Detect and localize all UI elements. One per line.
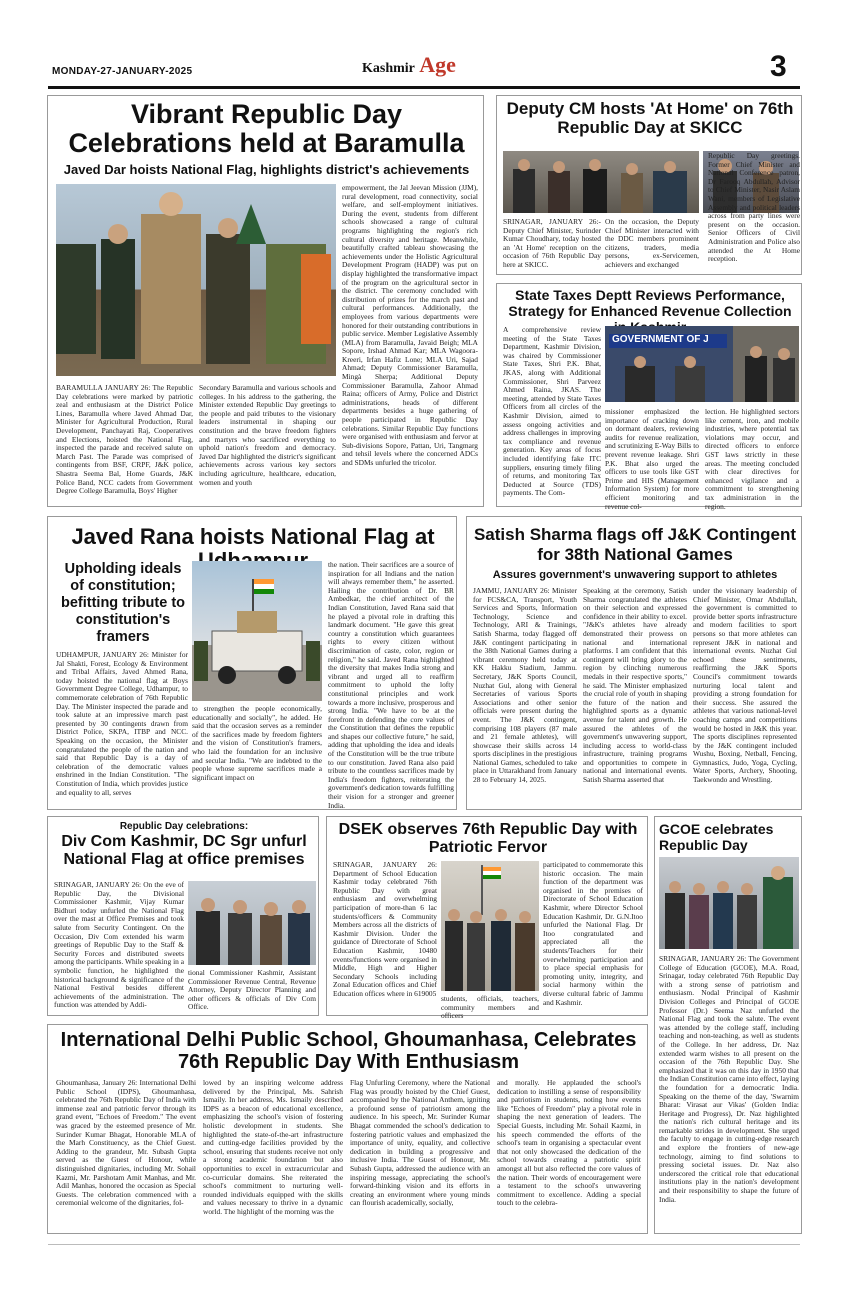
dsek-caption: students, officials, teachers, community members and officers	[441, 994, 539, 1021]
flag-vehicle-image	[192, 561, 322, 701]
footer-rule	[48, 1244, 800, 1245]
satish-col-1: JAMMU, JANUARY 26: Minister for FCS&CA, Transport, Youth Services and Sports, Information Technology, Science and Technology, ARI & Trainings, Satish Sharma, today flagged off J&K contingent participating in the 38th National Games during a vibrant ceremony held today at KK Hakku Stadium, Jammu. Secretary, J&K Sports Council, Nuzhat Gul, along with General Secretaries of various Sports Associations and other senior officials were present during the event. The J&K contingent, comprising 108 players (87 male and 21 female athletes), will showcase their skills across 14 sports disciplines in the prestigious National Games, scheduled to take place in Uttarakhand from January 28 to February 14, 2025.	[473, 586, 577, 785]
udhampur-col-3: the nation. Their sacrifices are a source of inspiration for all Indians and the nation will always remember them," he asserted. Hailing the contribution of Dr. BR Ambedkar, the chief architect of the Indian Constitution, Javed Rana said that he played a pivotal role in drafting this landmark document. "He gave this great country a constitution which guarantees rights to every citizen without discrimination of caste, color, region or religion," he said. Javed Rana highlighted the diversity that makes India strong and vibrant and urged all to reaffirm commitment to uphold the lofty constitutional principles and work towards a more inclusive, prosperous and strong India. "We have to be at the forefront in defending the core values of the Constitution that defines the republic and shapes our collective future," he said, adding that upholding the idea and ideals of the Constitution will be the true tribute to our constitution. Javed Rana also paid tribute to the countless sacrifices made by India's freedom fighters, reiterating the government's dedication towards fulfilling their vision for a stronger and greener India.	[328, 560, 454, 810]
baramulla-subheadline: Javed Dar hoists National Flag, highlights district's achievements	[63, 162, 470, 177]
deputy-cm-col-3: Republic Day greetings. Former Chief Minister and National Conference patron, Dr Farooq Abdullah, Advisor to Chief Minister, Nasir Aslam Wani, members of Legislative Assembly and political leaders across from party lines were present on the occasion. Senior Officers of Civil Administration and Police also attended the At Home reception.	[708, 151, 800, 264]
issue-date: MONDAY-27-JANUARY-2025	[52, 66, 193, 77]
divcom-headline: Div Com Kashmir, DC Sgr unfurl National Flag at office premises	[61, 833, 307, 868]
divcom-photo	[188, 881, 316, 965]
udhampur-photo	[192, 561, 322, 701]
college-staff-image	[659, 857, 799, 949]
baramulla-col-1: BARAMULLA JANUARY 26: The Republic Day celebrations were marked by patriotic zeal and enthusiasm at the District Police Lines, Baramulla where Javed Ahmad Dar, Minister for Agricultural Production, Rural Development, Panchayati Raj, Cooperatives and Elections, hoisted the National Flag, inspected the parade and received salute on March Past. The Parade was comprised of contingents from BSF, CRPF, J&K police, Shastra Seema Bal, Home Guards, J&K Police Band, NCC cadets from Government Degree College Baramulla, Boys' Higher	[56, 383, 193, 496]
dsek-col-3: participated to commemorate this historic occasion. The main function of the department was organised in the premises of Directorate of School Education Kashmir, where Director School Education Kashmir, Dr. G.N.Itoo unfurled the National Flag. Dr Itoo congratulated and appreciated all the students/Teachers for their overwhelming participation and to place special emphasis for promoting unity, integrity, and social harmony within the diverse cultural fabric of Jammu and Kashmir.	[543, 860, 643, 1007]
satish-subheadline: Assures government's unwavering support to athletes	[492, 569, 778, 581]
gcoe-photo	[659, 857, 799, 949]
divcom-kicker: Republic Day celebrations:	[119, 821, 249, 832]
page-number: 3	[770, 50, 787, 83]
baramulla-col-2: Secondary Baramulla and various schools and colleges. In his address to the gathering, the Minister extended Republic Day greetings to the people and paid tributes to the visionary leaders instrumental in shaping our constitution and the brave freedom fighters and martyrs who sacrificed everything to uphold nation's freedom and democracy. Javed Dar highlighted the district's significant achievements across various key sectors including agriculture, healthcare, education, women and youth	[199, 383, 336, 487]
deputy-cm-caption-2: On the occasion, the Deputy Chief Minister interacted with the DDC members prominent citizens, traders, media persons, ex-Servicemen, achievers and exchanged	[605, 217, 699, 269]
gcoe-text: SRINAGAR, JANUARY 26: The Government College of Education (GCOE), M.A. Road, Srinagar, today celebrated 76th Republic Day with a strong sense of patriotism and enthusiasm. Nodal Principal of Kashmir Division Colleges and Principal of GCOE Professor (Dr.) Seema Naz unfurled the National Flag and took the salute. The event was attended by the college staff, including teaching and non-teaching, as well as students of the College. In her address, Dr. Naz extended warm wishes to all present on the occasion of the 76th Republic Day. She emphasized that it was on this day in 1950 that the Indian Constitution came into effect, laying the foundation for a democratic India. Speaking on the theme of the day, 'Swarnim Bharat: Virasat aur Vikas' (Golden India: Heritage and Progress), Dr. Naz highlighted the nation's rich cultural heritage and its remarkable strides in development. She urged the faculty to engage in cutting-edge research and explore the frontiers of new-age technology, aiming to find solutions to pressing societal issues. Dr. Naz also underscored the critical role that educational institutions play in the nation's development and their responsibility to shape the future of India.	[659, 954, 799, 1204]
state-taxes-photo	[605, 326, 799, 402]
state-taxes-col-3: lection. He highlighted sectors like cement, iron, and mobile industries, where potential tax violations may occur, and directed officers to enforce GST laws strictly in these areas. The meeting concluded with clear directives for enhanced vigilance and a commitment to strengthening tax administration in the region.	[705, 407, 799, 511]
baramulla-col-3: empowerment, the Jal Jeevan Mission (JJM), rural development, road connectivity, social welfare, and self-employment initiatives. During the event, students from different schools showcased a range of cultural programs highlighting the region's rich cultural diversity and heritage. Meanwhile, beautifully crafted tableau showcasing the achievements under the Holistic Agricultural Development Program (HADP) was put on display highlighted the transformative impact of the program on the agricultural sector in the district. The ceremony concluded with distribution of prizes for the march past and cultural performances. Additionally, the employees from various departments were honored for their outstanding contributions in public service. Member Legislative Assembly (MLA) from Baramulla, Javaid Beigh; MLA Sopore, Irshad Ahmad Kar; MLA Wagoora-Kreeri, Irfan Hafiz Lone; MLA Uri, Sajad Ahmad; Deputy Commissioner Baramulla, Mingà Sherpa; Additional Deputy Commissioner Baramulla, Zahoor Ahmad Raina; officers of Army, Police and District administrations, heads of different departments besides a huge gathering of people participated in Republic Day celebrations. Similar Republic Day functions were organised with enthusiasm and fervor at Sub-divisions Sopore, Pattan, Uri, Tangmarg and tehsil levels where the concerned ADCs and SDMs unfurled the tricolor.	[342, 183, 478, 467]
gcoe-headline: GCOE celebrates Republic Day	[659, 821, 774, 853]
masthead-logo: Kashmir Age	[362, 52, 456, 77]
udhampur-col-2: to strengthen the people economically, educationally and socially", he added. He said that the occasion serves as a reminder of the sacrifices made by freedom fighters and the vision of Constitution's framers, who laid the foundation for an inclusive and secular India. "We are indebted to the people whose supreme sacrifices made a significant impact on	[192, 704, 322, 782]
dsek-article	[326, 816, 648, 1021]
deputy-cm-photo	[503, 151, 699, 213]
divcom-col-1: SRINAGAR, JANUARY 26: On the eve of Republic Day, the Divisional Commissioner Kashmir, Vijay Kumar Bidhuri today unfurled the National Flag over the mast at Office Premises and took salute from Security Contingent. On the Occasion, Div Com extended his warm greetings of Republic Day to the Staff & Security Forces and distributed sweets among the participants. While speaking in a symbolic function, he highlighted the historical background & significance of the National Festival besides different achievements of the administration. The function was attended by Addi-	[54, 880, 184, 1010]
state-taxes-col-2: missioner emphasized the importance of cracking down on dormant dealers, reviewing audits for revenue realization, and scrutinizing E-Way Bills to prevent revenue leakage. Shri P.K. Bhat also urged the officers to use tools like GST Prime and HIS (Management Information System) for more efficient monitoring and revenue col-	[605, 407, 699, 511]
dsek-col-1: SRINAGAR, JANUARY 26: Department of School Education Kashmir today celebrated 76th Republic Day with great enthusiasm and overwhelming participation of more-than 6 lac students/officers & Community Members across all the districts of Kashmir Division. Under the guidance of Directorate of School Education Kashmir, 10480 events/functions were organised in Middle, High and Higher Secondary Schools including Zonal Education offices and Chief Education offices where in 619005	[333, 860, 437, 998]
flag-unfurling-image	[188, 881, 316, 965]
idps-article	[47, 1024, 648, 1234]
baramulla-article	[47, 95, 484, 507]
divcom-col-2: tional Commissioner Kashmir, Assistant Commissioner Revenue Central, Revenue Attorney, Deputy Director Planning and other officers & officials of Div Com Office.	[188, 968, 316, 1012]
idps-col-4: and morally. He applauded the school's dedication to instilling a sense of responsibility and patriotism in students, noting how events like "Echoes of Freedom" play a pivotal role in shaping the next generation of leaders. The Special Guests, including Mr. Sohail Kazmi, in his speech commended the efforts of the school's team in organising a spectacular event that not only showcased the dedication of the school towards creating a patriotic spirit amongst all but also reflected the core values of the nation. Their words of encouragement were a testament to the school's unwavering commitment to excellence. Adding a special touch to the celebra-	[497, 1078, 641, 1208]
udhampur-pullquote: Upholding ideals of constitution; befitting tribute to constitution's framers	[60, 561, 186, 645]
idps-col-3: Flag Unfurling Ceremony, where the National Flag was proudly hoisted by the Chief Guest, accompanied by the National Anthem, igniting a profound sense of patriotism among the audience. In his speech, Mr. Surinder Kumar Bhagat commended the school's dedication to fostering patriotic values and emphasized the importance of unity, equality, and collective dedication in building a progressive and inclusive India. The Guest of Honour, Mr. Subash Gupta, addressed the audience with an inspiring message, appreciating the school's forward-thinking vision and its efforts in creating an environment where young minds can flourish academically, socially,	[350, 1078, 490, 1208]
reception-image	[503, 151, 699, 213]
udhampur-article	[47, 516, 457, 810]
deputy-cm-headline: Deputy CM hosts 'At Home' on 76th Republic Day at SKICC	[506, 99, 794, 137]
officials-saluting-image	[56, 184, 336, 376]
state-taxes-article	[496, 283, 802, 511]
header-rule	[48, 86, 800, 89]
gcoe-article	[654, 816, 802, 1234]
udhampur-col-1: UDHAMPUR, JANUARY 26: Minister for Jal Shakti, Forest, Ecology & Environment and Tribal Affairs, Javed Ahmed Rana, today hoisted the national flag at Boys Government Degree College, Udhampur, to commemorate celebration of 76th Republic Day. The Minister inspected the parade and took salute at an impressive march past presented by 30 contingents drawn from District Police, SKPA, ITBP and NCC. Speaking on the occasion, the Minister congratulated the people of the nation and said that Republic Day is a day of celebration of the democratic values enshrined in the Indian Constitution. "The Constitution of India, which provides justice and equality to all, serves	[56, 650, 188, 797]
officials-lineup-image	[441, 861, 539, 991]
govt-banner: GOVERNMENT OF J	[609, 334, 727, 348]
satish-col-2: Speaking at the ceremony, Satish Sharma congratulated the athletes on their selection and expressed confidence in their ability to excel. "J&K's athletes have already demonstrated their prowess on national and international platforms. I am confident that this contingent will bring glory to the region by clinching numerous medals in their respective sports," he said. The Minister emphasized the crucial role of youth in shaping the future of the nation and highlighted sports as a dynamic avenue for talent and growth. He assured the athletes of the government's unwavering support, including access to world-class infrastructure, training programs and opportunities to compete in national and international events. Satish Sharma asserted that	[583, 586, 687, 785]
satish-col-3: under the visionary leadership of Chief Minister, Omar Abdullah, the government is committed to provide better sports infrastructure and modern facilities to sport persons so that more athletes can represent J&K in national and international events. Nuzhat Gul echoed these sentiments, reaffirming the J&K Sports Council's commitment towards nurturing local talent and providing a strong foundation for their success. She assured the athletes that various national-level coaching camps and competitions would be hosted in J&K this year. The sports disciplines represented by the J&K contingent included Wushu, Boxing, Netball, Fencing, Gymnastics, Judo, Yoga, Cycling, Water Sports, Archery, Shooting, Taekwondo and Wrestling.	[693, 586, 797, 785]
baramulla-headline: Vibrant Republic Day Celebrations held at Baramulla	[68, 99, 465, 158]
idps-col-2: lowed by an inspiring welcome address delivered by the Principal, Ms. Sahrish Ismaily. In her address, Ms. Ismaily described IDPS as a beacon of educational excellence, emphasizing the school's vision of fostering holistic development in students. She highlighted the state-of-the-art infrastructure and cutting-edge facilities provided by the school, ensuring that students receive not only a strong academic foundation but also opportunities to excel in extracurricular and co-curricular domains. She reiterated the school's commitment to nurturing well-rounded individuals equipped with the skills and values necessary to thrive in a dynamic world. The highlight of the morning was the	[203, 1078, 343, 1216]
satish-article	[466, 516, 802, 810]
dsek-photo	[441, 861, 539, 991]
satish-headline: Satish Sharma flags off J&K Contingent for 38th National Games	[473, 525, 797, 564]
baramulla-photo	[56, 184, 336, 376]
deputy-cm-caption-1: SRINAGAR, JANUARY 26:- Deputy Chief Minister, Surinder Kumar Choudhary, today hosted an 'At Home' reception on the occasion of 76th Republic Day here at SKICC.	[503, 217, 601, 269]
dsek-headline: DSEK observes 76th Republic Day with Patriotic Fervor	[338, 821, 638, 856]
state-taxes-headline: State Taxes Deptt Reviews Performance, Strategy for Enhanced Revenue Collection	[508, 287, 792, 319]
divcom-article	[47, 816, 319, 1016]
udhampur-headline: Javed Rana hoists National Flag at	[71, 524, 435, 549]
idps-headline: International Delhi Public School, Ghoumanhasa, Celebrates 76th Republic Day With Enthusiasm	[60, 1029, 637, 1073]
state-taxes-col-1: A comprehensive review meeting of the State Taxes Department, Kashmir Division, was chaired by Commissioner State Taxes, Shri P.K. Bhat, JKAS, along with Additional Commissioner, Shri Parveez Ahmed Raina, JKAS. The meeting, attended by State Taxes Officers from all circles of the Kashmir Division, aimed to assess ongoing activities and address challenges in improving tax compliance and revenue generation. Key areas of focus included identifying fake ITC suppliers, ensuring timely filing of returns, and monitoring Tax Deducted at Source (TDS) payments. The Com-	[503, 325, 601, 498]
idps-col-1: Ghoumanhasa, January 26: International Delhi Public School (IDPS), Ghoumanhasa, celebrated the 76th Republic Day of India with immense zeal and patriotic fervor through its grand event, "Echoes of Freedom." The event was graced by the esteemed presence of Mr. Surinder Kumar Bhagat, Honorable MLA of the Marh Constituency, as the Chief Guest. Adding to the grandeur, Mr. Subash Gupta served as the Guest of Honour, while distinguished dignitaries, including Mr. Sohail Kazmi, Mr. Parshotam Amit Manhas, and Mr. Adil Manhas, honored the occasion as Special Guests. The celebration commenced with a ceremonial welcome of the dignitaries, fol-	[56, 1078, 196, 1208]
